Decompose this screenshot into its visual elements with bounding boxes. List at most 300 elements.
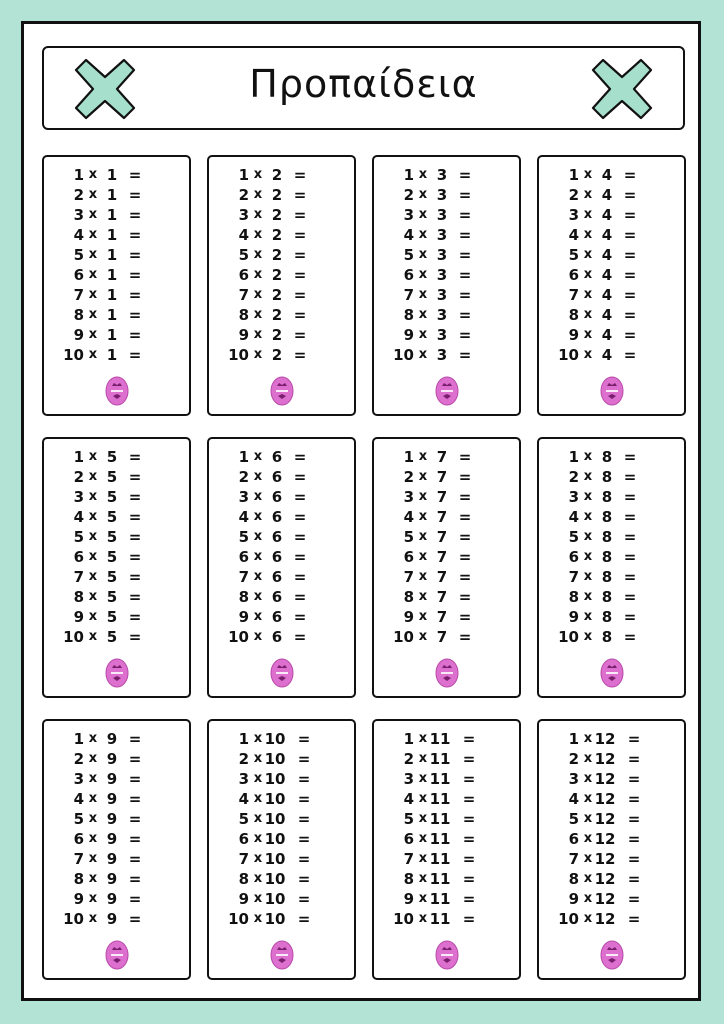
- multiplier: 1: [106, 246, 118, 264]
- multiplier: 7: [436, 548, 448, 566]
- times-sign: x: [418, 307, 428, 322]
- multiplier: 7: [436, 588, 448, 606]
- times-sign: x: [88, 307, 98, 322]
- equation-list: [209, 447, 354, 647]
- multiplicand: 6: [73, 548, 84, 566]
- multiplicand: 6: [403, 266, 414, 284]
- equation-row: [539, 769, 684, 789]
- times-sign: x: [88, 449, 98, 464]
- multiplier: 11: [429, 750, 451, 768]
- times-table-card: [42, 437, 191, 698]
- equation-row: [44, 749, 189, 769]
- multiplicand: 5: [403, 528, 414, 546]
- multiplicand: 10: [228, 628, 249, 646]
- multiplicand: 7: [568, 850, 579, 868]
- times-sign: x: [418, 871, 428, 886]
- equals-sign: =: [623, 326, 637, 344]
- equals-sign: =: [128, 468, 142, 486]
- equation-row: [374, 205, 519, 225]
- equals-sign: =: [458, 548, 472, 566]
- equation-row: [209, 225, 354, 245]
- multiplier: 1: [106, 186, 118, 204]
- equals-sign: =: [623, 166, 637, 184]
- multiplicand: 9: [73, 326, 84, 344]
- multiplier: 8: [601, 588, 613, 606]
- equals-sign: =: [458, 206, 472, 224]
- multiplier: 8: [601, 468, 613, 486]
- equation-row: [539, 809, 684, 829]
- equals-sign: =: [293, 488, 307, 506]
- equals-sign: =: [293, 468, 307, 486]
- equation-row: [539, 749, 684, 769]
- times-sign: x: [253, 871, 263, 886]
- multiplier: 5: [106, 508, 118, 526]
- multiplicand: 5: [568, 246, 579, 264]
- pink-oval-logo-icon: [600, 376, 624, 406]
- equals-sign: =: [458, 346, 472, 364]
- multiplicand: 8: [403, 870, 414, 888]
- equation-row: [44, 547, 189, 567]
- times-sign: x: [253, 751, 263, 766]
- multiplier: 5: [106, 608, 118, 626]
- multiplier: 5: [106, 488, 118, 506]
- multiplier: 7: [436, 468, 448, 486]
- multiplier: 11: [429, 790, 451, 808]
- pink-oval-logo-icon: [105, 658, 129, 688]
- multiplier: 1: [106, 266, 118, 284]
- multiplicand: 3: [568, 770, 579, 788]
- equation-row: [209, 769, 354, 789]
- equation-row: [539, 869, 684, 889]
- equals-sign: =: [627, 750, 641, 768]
- multiplicand: 7: [238, 850, 249, 868]
- equals-sign: =: [293, 628, 307, 646]
- equation-row: [209, 285, 354, 305]
- times-sign: x: [88, 187, 98, 202]
- times-table-card: [42, 719, 191, 980]
- times-sign: x: [583, 851, 593, 866]
- times-sign: x: [88, 731, 98, 746]
- equals-sign: =: [458, 608, 472, 626]
- equation-row: [209, 165, 354, 185]
- times-sign: x: [583, 489, 593, 504]
- times-sign: x: [253, 227, 263, 242]
- multiplicand: 1: [403, 448, 414, 466]
- multiplier: 7: [436, 608, 448, 626]
- equals-sign: =: [293, 548, 307, 566]
- multiplier: 8: [601, 508, 613, 526]
- multiplier: 10: [264, 830, 286, 848]
- times-sign: x: [253, 187, 263, 202]
- times-sign: x: [253, 811, 263, 826]
- equation-row: [44, 185, 189, 205]
- multiplier: 10: [264, 730, 286, 748]
- equals-sign: =: [623, 448, 637, 466]
- equals-sign: =: [462, 830, 476, 848]
- equals-sign: =: [128, 206, 142, 224]
- multiplicand: 5: [238, 528, 249, 546]
- times-sign: x: [253, 791, 263, 806]
- times-sign: x: [253, 851, 263, 866]
- multiplier: 4: [601, 286, 613, 304]
- equals-sign: =: [293, 286, 307, 304]
- multiplicand: 7: [403, 850, 414, 868]
- multiplier: 4: [601, 206, 613, 224]
- equals-sign: =: [623, 266, 637, 284]
- multiplier: 9: [106, 850, 118, 868]
- multiplicand: 5: [73, 528, 84, 546]
- multiplicand: 5: [568, 810, 579, 828]
- equals-sign: =: [458, 468, 472, 486]
- equation-row: [209, 305, 354, 325]
- equation-row: [209, 487, 354, 507]
- equals-sign: =: [462, 730, 476, 748]
- times-sign: x: [583, 911, 593, 926]
- multiplicand: 1: [238, 166, 249, 184]
- equation-row: [374, 627, 519, 647]
- equation-list: [44, 729, 189, 929]
- multiplier: 6: [271, 468, 283, 486]
- times-sign: x: [88, 911, 98, 926]
- multiplier: 6: [271, 628, 283, 646]
- multiplicand: 6: [403, 830, 414, 848]
- multiplier: 5: [106, 628, 118, 646]
- equation-row: [539, 527, 684, 547]
- equation-row: [44, 285, 189, 305]
- equation-row: [539, 547, 684, 567]
- multiplier: 2: [271, 246, 283, 264]
- times-sign: x: [88, 347, 98, 362]
- times-sign: x: [583, 589, 593, 604]
- equation-row: [374, 185, 519, 205]
- times-sign: x: [583, 207, 593, 222]
- equation-row: [209, 869, 354, 889]
- multiplier: 10: [264, 890, 286, 908]
- equals-sign: =: [293, 186, 307, 204]
- equation-row: [209, 245, 354, 265]
- equation-row: [209, 507, 354, 527]
- equals-sign: =: [462, 810, 476, 828]
- multiplier: 12: [594, 890, 616, 908]
- times-sign: x: [418, 489, 428, 504]
- multiplicand: 9: [403, 326, 414, 344]
- equals-sign: =: [128, 890, 142, 908]
- multiplier: 9: [106, 910, 118, 928]
- multiplicand: 2: [73, 186, 84, 204]
- equals-sign: =: [128, 810, 142, 828]
- title-banner: [42, 46, 685, 130]
- multiplier: 11: [429, 730, 451, 748]
- equals-sign: =: [293, 326, 307, 344]
- multiplier: 2: [271, 326, 283, 344]
- multiplier: 6: [271, 568, 283, 586]
- equation-row: [44, 265, 189, 285]
- equation-row: [374, 829, 519, 849]
- equation-row: [44, 567, 189, 587]
- multiplier: 3: [436, 306, 448, 324]
- equation-row: [374, 849, 519, 869]
- multiplier: 5: [106, 568, 118, 586]
- multiplier: 1: [106, 206, 118, 224]
- multiplier: 12: [594, 750, 616, 768]
- multiplier: 6: [271, 608, 283, 626]
- times-sign: x: [88, 327, 98, 342]
- times-sign: x: [88, 871, 98, 886]
- multiplier: 4: [601, 306, 613, 324]
- times-sign: x: [88, 791, 98, 806]
- times-sign: x: [583, 449, 593, 464]
- multiplicand: 7: [238, 568, 249, 586]
- equals-sign: =: [623, 346, 637, 364]
- equation-row: [374, 305, 519, 325]
- equals-sign: =: [627, 730, 641, 748]
- times-sign: x: [418, 347, 428, 362]
- multiplicand: 8: [568, 588, 579, 606]
- equals-sign: =: [623, 286, 637, 304]
- times-sign: x: [253, 771, 263, 786]
- multiplicand: 5: [568, 528, 579, 546]
- times-sign: x: [583, 327, 593, 342]
- equals-sign: =: [458, 568, 472, 586]
- multiplier: 3: [436, 326, 448, 344]
- multiplier: 12: [594, 730, 616, 748]
- multiplier: 1: [106, 286, 118, 304]
- multiplier: 9: [106, 730, 118, 748]
- multiplier: 10: [264, 790, 286, 808]
- equation-list: [374, 729, 519, 929]
- equation-row: [539, 225, 684, 245]
- multiplicand: 5: [403, 810, 414, 828]
- equation-row: [209, 467, 354, 487]
- times-sign: x: [253, 347, 263, 362]
- multiplier: 12: [594, 830, 616, 848]
- equation-row: [539, 729, 684, 749]
- times-sign: x: [583, 529, 593, 544]
- equation-row: [374, 607, 519, 627]
- pink-oval-logo-icon: [435, 376, 459, 406]
- multiplicand: 6: [403, 548, 414, 566]
- equals-sign: =: [462, 910, 476, 928]
- multiplicand: 1: [568, 730, 579, 748]
- times-sign: x: [418, 187, 428, 202]
- equation-row: [539, 165, 684, 185]
- equation-row: [539, 507, 684, 527]
- equals-sign: =: [128, 910, 142, 928]
- multiplicand: 1: [73, 448, 84, 466]
- equation-row: [374, 889, 519, 909]
- equation-row: [44, 889, 189, 909]
- equation-row: [44, 769, 189, 789]
- multiplicand: 9: [73, 608, 84, 626]
- multiplier: 9: [106, 810, 118, 828]
- pink-oval-logo-icon: [435, 940, 459, 970]
- multiplier: 11: [429, 810, 451, 828]
- multiplicand: 4: [403, 226, 414, 244]
- equation-row: [374, 487, 519, 507]
- multiplier: 11: [429, 830, 451, 848]
- multiplicand: 4: [73, 790, 84, 808]
- multiplier: 11: [429, 870, 451, 888]
- multiplicand: 7: [73, 568, 84, 586]
- equals-sign: =: [128, 588, 142, 606]
- equation-row: [209, 185, 354, 205]
- times-sign: x: [418, 911, 428, 926]
- equals-sign: =: [627, 890, 641, 908]
- equals-sign: =: [462, 850, 476, 868]
- multiplier: 10: [264, 910, 286, 928]
- equation-row: [374, 467, 519, 487]
- multiplier: 4: [601, 166, 613, 184]
- equals-sign: =: [627, 790, 641, 808]
- multiplier: 4: [601, 326, 613, 344]
- times-sign: x: [253, 307, 263, 322]
- times-sign: x: [253, 489, 263, 504]
- equation-row: [209, 345, 354, 365]
- multiplicand: 1: [238, 448, 249, 466]
- times-sign: x: [88, 227, 98, 242]
- multiplicand: 4: [568, 790, 579, 808]
- times-sign: x: [253, 891, 263, 906]
- equals-sign: =: [458, 306, 472, 324]
- multiplicand: 4: [403, 508, 414, 526]
- equals-sign: =: [128, 850, 142, 868]
- multiplier: 10: [264, 770, 286, 788]
- equation-row: [209, 265, 354, 285]
- times-sign: x: [583, 187, 593, 202]
- multiplier: 6: [271, 508, 283, 526]
- equation-row: [374, 769, 519, 789]
- multiplier: 11: [429, 910, 451, 928]
- times-sign: x: [418, 891, 428, 906]
- multiplicand: 6: [238, 830, 249, 848]
- multiplicand: 4: [238, 508, 249, 526]
- multiplier: 9: [106, 890, 118, 908]
- multiplier: 5: [106, 548, 118, 566]
- multiplier: 9: [106, 750, 118, 768]
- multiplier: 1: [106, 326, 118, 344]
- equals-sign: =: [128, 870, 142, 888]
- multiplier: 5: [106, 528, 118, 546]
- equation-row: [374, 507, 519, 527]
- equals-sign: =: [293, 306, 307, 324]
- times-sign: x: [418, 731, 428, 746]
- multiplier: 2: [271, 166, 283, 184]
- equals-sign: =: [128, 306, 142, 324]
- multiplicand: 4: [238, 226, 249, 244]
- multiplicand: 3: [73, 770, 84, 788]
- equals-sign: =: [128, 286, 142, 304]
- multiplier: 12: [594, 870, 616, 888]
- equals-sign: =: [128, 770, 142, 788]
- multiplier: 9: [106, 830, 118, 848]
- equation-row: [44, 527, 189, 547]
- times-sign: x: [418, 287, 428, 302]
- equals-sign: =: [458, 326, 472, 344]
- multiplicand: 10: [228, 910, 249, 928]
- equals-sign: =: [462, 750, 476, 768]
- equals-sign: =: [128, 568, 142, 586]
- pink-oval-logo-icon: [270, 376, 294, 406]
- multiplicand: 2: [238, 750, 249, 768]
- multiplicand: 6: [73, 830, 84, 848]
- times-sign: x: [418, 791, 428, 806]
- equals-sign: =: [627, 810, 641, 828]
- multiplier: 3: [436, 286, 448, 304]
- multiplicand: 10: [393, 628, 414, 646]
- multiplicand: 2: [568, 750, 579, 768]
- times-table-card: [372, 437, 521, 698]
- multiplier: 2: [271, 226, 283, 244]
- multiplicand: 2: [73, 468, 84, 486]
- pink-oval-logo-icon: [270, 658, 294, 688]
- multiplicand: 10: [63, 346, 84, 364]
- times-sign: x: [583, 227, 593, 242]
- equals-sign: =: [623, 186, 637, 204]
- equation-row: [44, 165, 189, 185]
- equation-row: [209, 205, 354, 225]
- multiplicand: 6: [238, 548, 249, 566]
- equation-row: [44, 829, 189, 849]
- multiplicand: 8: [403, 588, 414, 606]
- multiplicand: 8: [238, 588, 249, 606]
- equation-list: [539, 729, 684, 929]
- multiplicand: 1: [73, 730, 84, 748]
- multiplicand: 6: [568, 548, 579, 566]
- equation-row: [539, 789, 684, 809]
- times-sign: x: [583, 569, 593, 584]
- multiplier: 4: [601, 346, 613, 364]
- multiplicand: 10: [558, 346, 579, 364]
- equals-sign: =: [128, 750, 142, 768]
- multiplicand: 6: [568, 830, 579, 848]
- multiplicand: 3: [403, 206, 414, 224]
- multiplier: 12: [594, 850, 616, 868]
- multiplicand: 2: [568, 186, 579, 204]
- multiplier: 9: [106, 770, 118, 788]
- multiplicand: 8: [568, 870, 579, 888]
- times-table-card: [537, 437, 686, 698]
- multiplicand: 1: [403, 730, 414, 748]
- multiplier: 12: [594, 770, 616, 788]
- times-sign: x: [418, 227, 428, 242]
- multiplier: 7: [436, 528, 448, 546]
- equals-sign: =: [128, 246, 142, 264]
- multiplier: 8: [601, 488, 613, 506]
- times-sign: x: [253, 207, 263, 222]
- multiplier: 5: [106, 588, 118, 606]
- equals-sign: =: [462, 770, 476, 788]
- multiplicand: 5: [73, 246, 84, 264]
- times-sign: x: [583, 509, 593, 524]
- times-sign: x: [583, 549, 593, 564]
- multiplicand: 6: [238, 266, 249, 284]
- equation-row: [209, 789, 354, 809]
- equation-row: [209, 447, 354, 467]
- times-sign: x: [88, 569, 98, 584]
- equals-sign: =: [458, 528, 472, 546]
- multiplicand: 9: [568, 326, 579, 344]
- equals-sign: =: [128, 226, 142, 244]
- equals-sign: =: [297, 850, 311, 868]
- multiplicand: 5: [403, 246, 414, 264]
- equals-sign: =: [293, 528, 307, 546]
- multiplicand: 10: [393, 346, 414, 364]
- multiplicand: 5: [238, 810, 249, 828]
- multiplicand: 9: [238, 326, 249, 344]
- multiplicand: 3: [238, 770, 249, 788]
- equals-sign: =: [128, 186, 142, 204]
- equals-sign: =: [462, 870, 476, 888]
